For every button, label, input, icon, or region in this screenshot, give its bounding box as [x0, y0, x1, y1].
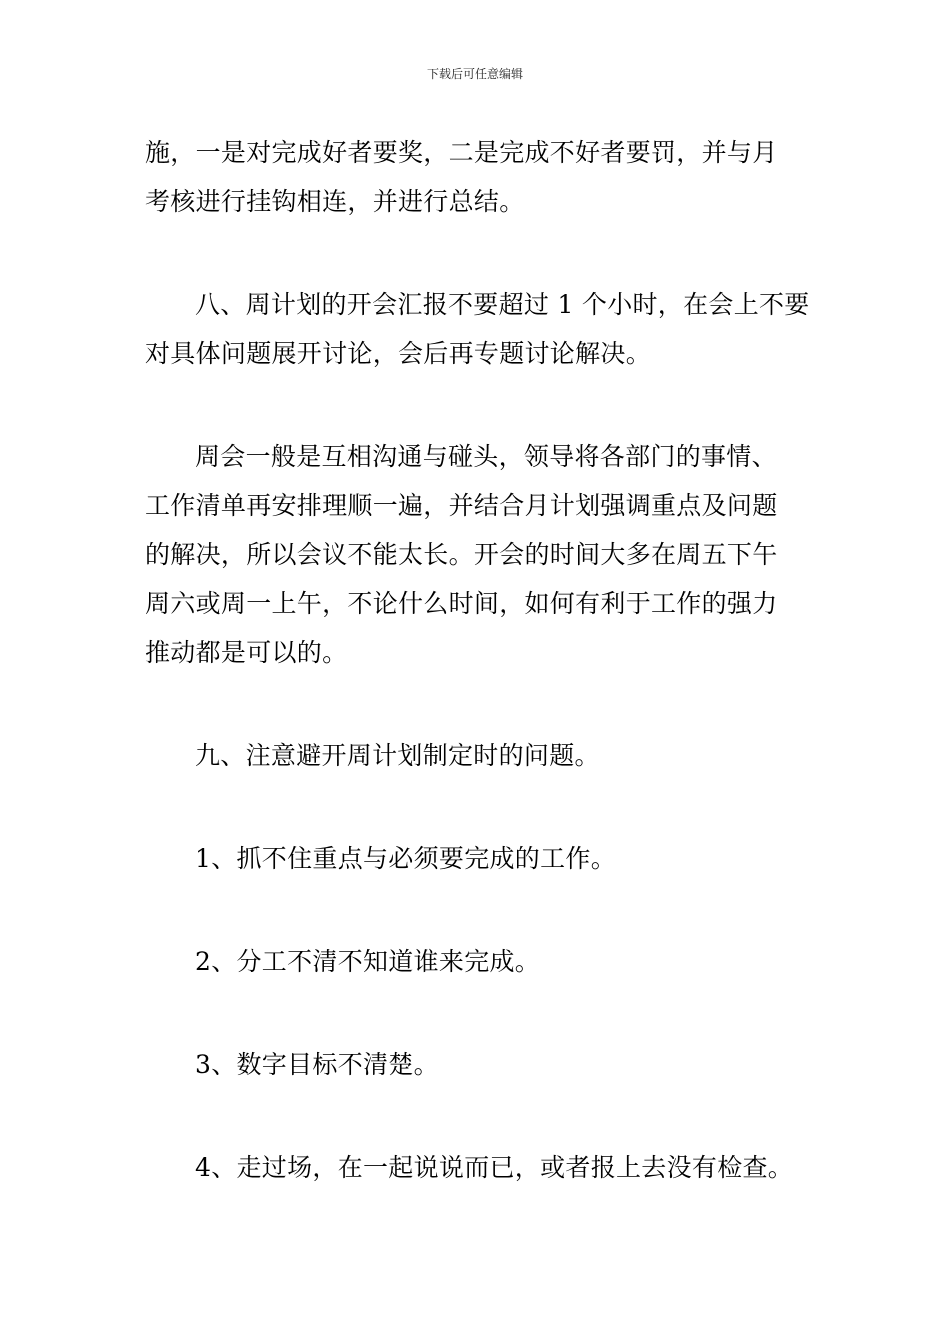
paragraph-line: 九、注意避开周计划制定时的问题。: [195, 741, 600, 770]
paragraph-line: 推动都是可以的。: [145, 638, 348, 667]
paragraph-line: 3、数字目标不清楚。: [195, 1050, 439, 1079]
paragraph-gap: [145, 378, 810, 432]
paragraph-gap: [145, 883, 810, 937]
paragraph-gap: [145, 780, 810, 834]
paragraph-7: [145, 1040, 810, 1089]
paragraph-line: 考核进行挂钩相连，并进行总结。: [145, 187, 525, 216]
paragraph-line: 对具体问题展开讨论，会后再专题讨论解决。: [145, 339, 652, 368]
paragraph-line: 2、分工不清不知道谁来完成。: [195, 947, 541, 976]
paragraph-5: [145, 834, 810, 883]
paragraph-line: 4、走过场，在一起说说而已，或者报上去没有检查。: [195, 1153, 794, 1182]
paragraph-gap: [145, 226, 810, 280]
paragraph-gap: [145, 1089, 810, 1143]
paragraph-line: 的解决，所以会议不能太长。开会的时间大多在周五下午: [145, 540, 778, 569]
header-note: 下载后可任意编辑: [426, 67, 523, 81]
paragraph-line: 工作清单再安排理顺一遍，并结合月计划强调重点及问题: [145, 491, 778, 520]
paragraph-3: [145, 432, 810, 677]
paragraph-8: [145, 1143, 810, 1192]
paragraph-4: [145, 731, 810, 780]
paragraph-line: 周六或周一上午，不论什么时间，如何有利于工作的强力: [145, 589, 778, 618]
paragraph-line: 周会一般是互相沟通与碰头，领导将各部门的事情、: [195, 442, 777, 471]
paragraph-line: 1、抓不住重点与必须要完成的工作。: [195, 844, 617, 873]
paragraph-line: 八、周计划的开会汇报不要超过 1 个小时，在会上不要: [195, 290, 810, 319]
paragraph-gap: [145, 986, 810, 1040]
paragraph-gap: [145, 677, 810, 731]
paragraph-line: 施，一是对完成好者要奖，二是完成不好者要罚，并与月: [145, 138, 778, 167]
paragraph-1: [145, 128, 810, 226]
paragraph-6: [145, 937, 810, 986]
document-body: [145, 128, 810, 1192]
paragraph-2: [145, 280, 810, 378]
